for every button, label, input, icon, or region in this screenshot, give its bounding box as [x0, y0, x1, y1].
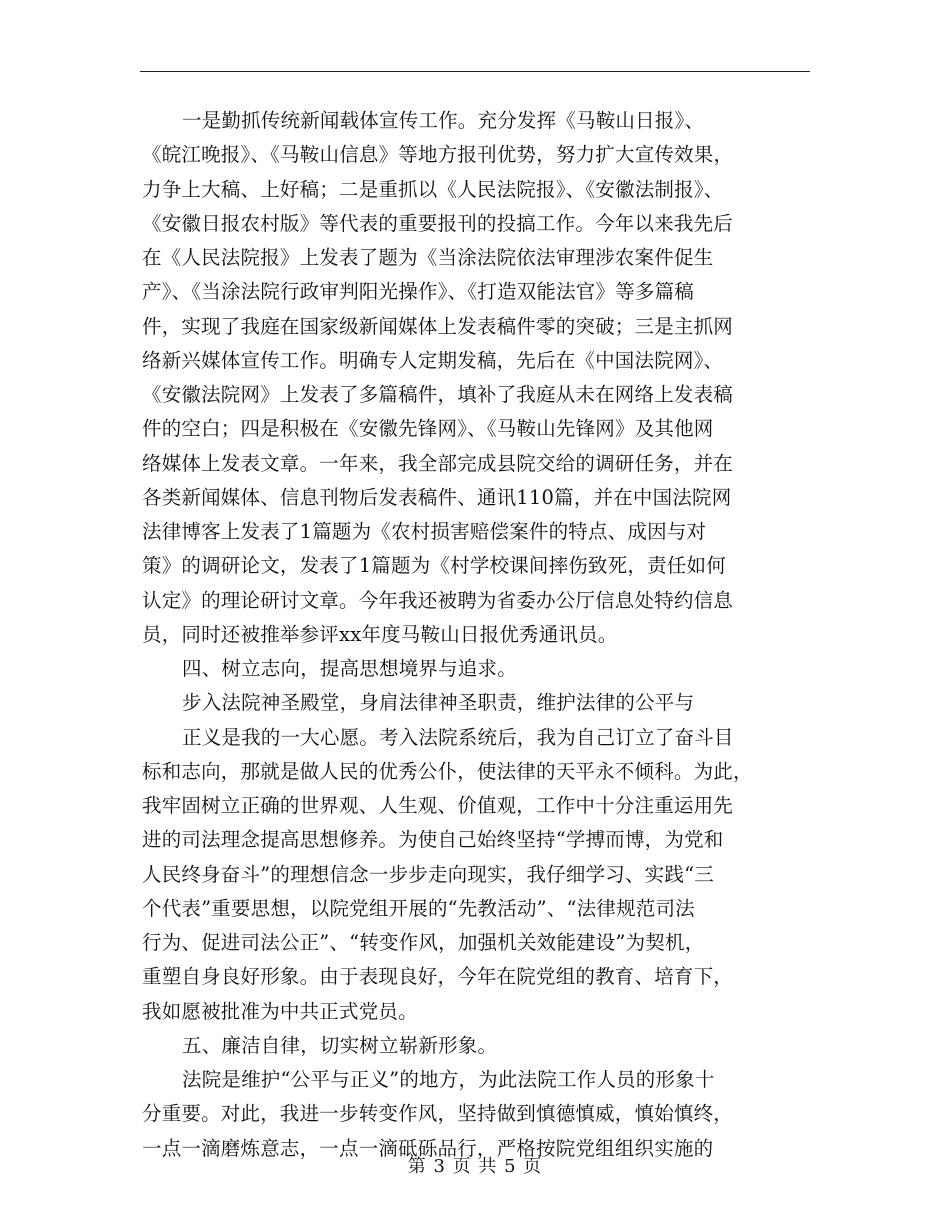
- text-line: 人民终身奋斗”的理想信念一步步走向现实，我仔细学习、实践“三: [142, 862, 714, 886]
- text-line: 分重要。对此，我进一步转变作风，坚持做到慎德慎威，慎始慎终，: [142, 1102, 734, 1126]
- text-line: 件，实现了我庭在国家级新闻媒体上发表稿件零的突破；三是主抓网: [142, 314, 734, 338]
- text-line: 件的空白；四是积极在《安徽先锋网》、《马鞍山先锋网》及其他网: [142, 417, 714, 441]
- text-line: 一点一滴磨炼意志，一点一滴砥砾品行，严格按院党组组织实施的: [142, 1136, 714, 1160]
- text-line: 标和志向，那就是做人民的优秀公仆，使法律的天平永不倾科。为此，: [142, 759, 753, 783]
- text-line: 策》的调研论文，发表了1篇题为《村学校课间摔伤致死，责任如何: [142, 554, 726, 578]
- text-line: 正义是我的一大心愿。考入法院系统后，我为自己订立了奋斗目: [182, 725, 734, 749]
- text-line: 重塑自身良好形象。由于表现良好，今年在院党组的教育、培育下，: [142, 965, 734, 989]
- text-line: 五、廉洁自律，切实树立崭新形象。: [182, 1033, 498, 1057]
- text-line: 《安徽日报农村版》等代表的重要报刊的投搞工作。今年以来我先后: [142, 211, 734, 235]
- text-line: 《安徽法院网》上发表了多篇稿件，填补了我庭从未在网络上发表稿: [142, 383, 734, 406]
- text-line: 力争上大稿、上好稿；二是重抓以《人民法院报》、《安徽法制报》、: [142, 177, 724, 201]
- text-line: 法院是维护“公平与正义”的地方，为此法院工作人员的形象十: [182, 1068, 715, 1091]
- text-line: 法律博客上发表了1篇题为《农村损害赔偿案件的特点、成因与对: [142, 520, 707, 543]
- text-line: 我如愿被批准为中共正式党员。: [142, 999, 418, 1023]
- text-line: 四、树立志向，提高思想境界与追求。: [182, 657, 517, 680]
- text-line: 产》、《当涂法院行政审判阳光操作》、《打造双能法官》等多篇稿: [142, 280, 695, 304]
- text-line: 各类新闻媒体、信息刊物后发表稿件、通讯110篇，并在中国法院网: [142, 485, 732, 509]
- header-rule: [140, 71, 810, 72]
- text-line: 络新兴媒体宣传工作。明确专人定期发稿，先后在《中国法院网》、: [142, 348, 724, 372]
- text-line: 进的司法理念提高思想修养。为使自己始终坚持“学搏而博，为党和: [142, 828, 724, 852]
- text-line: 我牢固树立正确的世界观、人生观、价值观，工作中十分注重运用先: [142, 794, 734, 817]
- text-line: 络媒体上发表文章。一年来，我全部完成县院交给的调研任务，并在: [142, 451, 734, 475]
- text-line: 步入法院神圣殿堂，身肩法律神圣职责，维护法律的公平与: [182, 691, 695, 715]
- text-line: 个代表”重要思想，以院党组开展的“先教活动”、“法律规范司法: [142, 896, 695, 920]
- page-footer: 第 3 页 共 5 页: [407, 1156, 543, 1177]
- text-line: 一是勤抓传统新闻载体宣传工作。充分发挥《马鞍山日报》、: [182, 109, 705, 132]
- text-line: 《皖江晚报》、《马鞍山信息》等地方报刊优势，努力扩大宣传效果，: [142, 143, 734, 167]
- document-body: [142, 104, 810, 1166]
- text-line: 行为、促进司法公正”、“转变作风，加强机关效能建设”为契机，: [142, 931, 705, 954]
- text-line: 员，同时还被推举参评xx年度马鞍山日报优秀通讯员。: [142, 622, 618, 646]
- text-line: 在《人民法院报》上发表了题为《当涂法院依法审理涉农案件促生: [142, 246, 714, 269]
- text-line: 认定》的理论研讨文章。今年我还被聘为省委办公厅信息处特约信息: [142, 588, 734, 612]
